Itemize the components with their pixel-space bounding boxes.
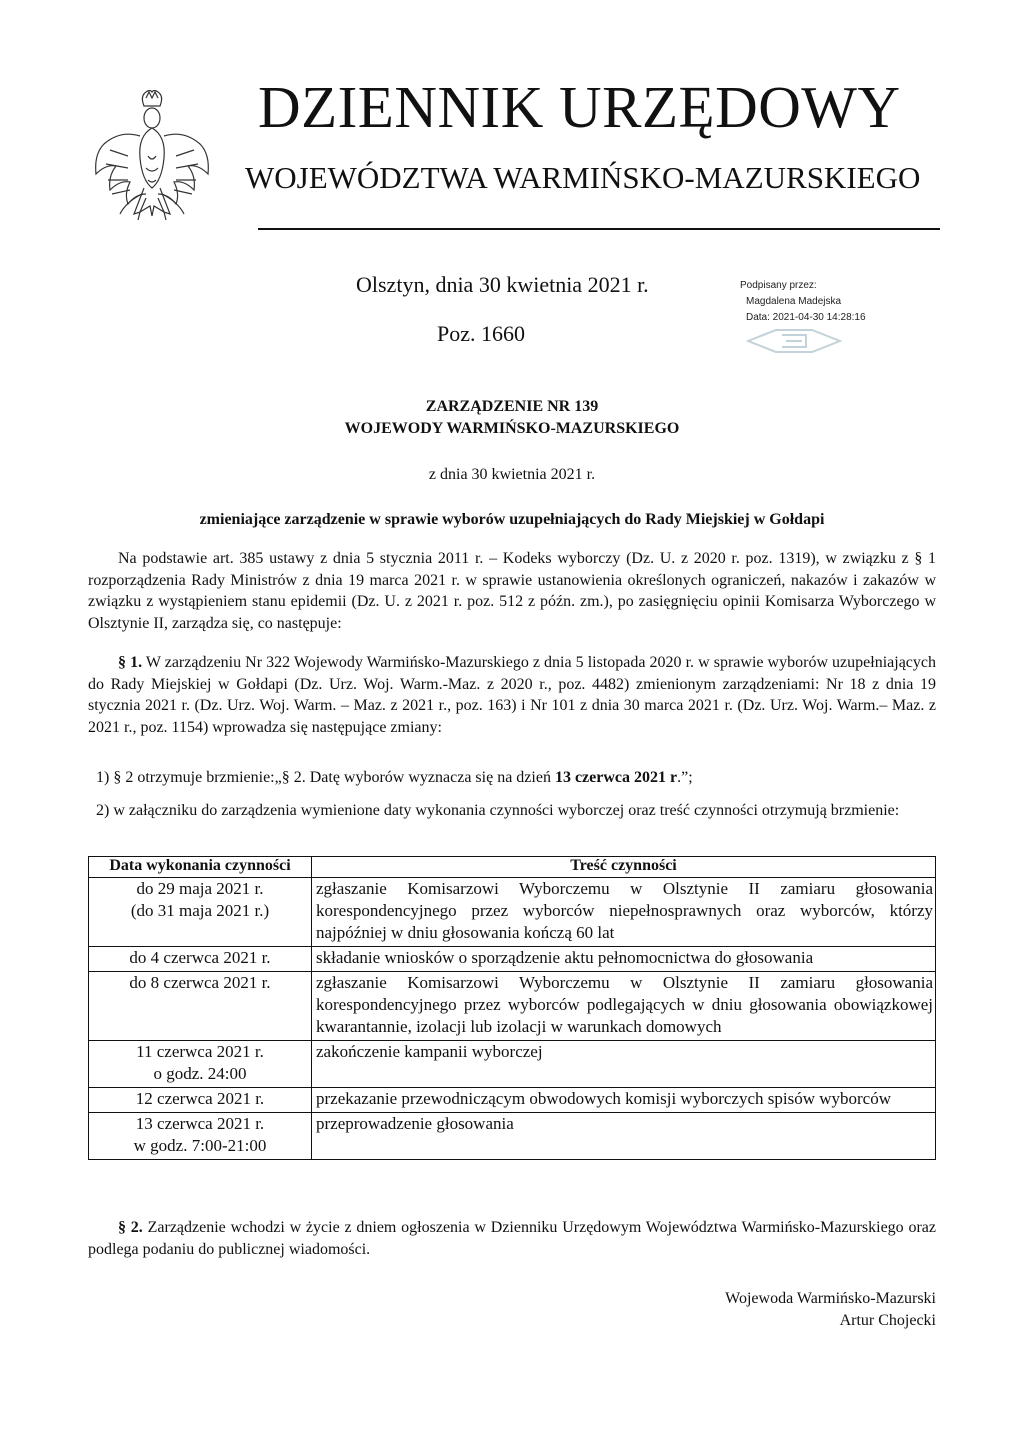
- table-cell-date: [89, 947, 312, 972]
- list-item-1-text: 1) § 2 otrzymuje brzmienie:„§ 2. Datę wyborów wyznacza się na dzień: [96, 769, 555, 786]
- section-2: [88, 1217, 936, 1260]
- date-line: do 4 czerwca 2021 r.: [129, 948, 271, 967]
- signature-label: Podpisany przez:: [740, 280, 817, 291]
- table-row: [89, 878, 936, 947]
- section-2-label: § 2.: [118, 1219, 143, 1236]
- masthead-title: DZIENNIK URZĘDOWY: [258, 74, 901, 140]
- section-2-text: Zarządzenie wchodzi w życie z dniem ogłoszenia w Dzienniku Urzędowym Województwa Warmińsko-Mazurskiego oraz podlega podaniu do publicznej wiadomości.: [88, 1219, 937, 1258]
- list-item-2: 2) w załączniku do zarządzenia wymienione daty wykonania czynności wyborczej oraz treść czynności otrzymują brzmienie:: [96, 802, 900, 819]
- table-row: [89, 1041, 936, 1088]
- table-header-row: [89, 857, 936, 878]
- place-date: Olsztyn, dnia 30 kwietnia 2021 r.: [356, 272, 649, 297]
- list-item-1-end: .”;: [677, 769, 693, 786]
- table-cell-date: [89, 878, 312, 947]
- masthead-rule: [258, 228, 940, 230]
- date-line: w godz. 7:00-21:00: [133, 1136, 267, 1155]
- date-line: (do 31 maja 2021 r.): [130, 901, 270, 920]
- act-title-line2: WOJEWODY WARMIŃSKO-MAZURSKIEGO: [344, 420, 680, 437]
- table-cell-date: [89, 1088, 312, 1113]
- column-header-date: Data wykonania czynności: [89, 857, 312, 878]
- date-line: do 8 czerwca 2021 r.: [129, 973, 271, 992]
- masthead-subtitle: WOJEWÓDZTWA WARMIŃSKO-MAZURSKIEGO: [245, 160, 921, 195]
- act-date: z dnia 30 kwietnia 2021 r.: [428, 466, 596, 483]
- act-subject: zmieniające zarządzenie w sprawie wyborów uzupełniających do Rady Miejskiej w Gołdapi: [199, 511, 825, 528]
- table-cell-task: przeprowadzenie głosowania: [312, 1113, 936, 1160]
- table-cell-task: zgłaszanie Komisarzowi Wyborczemu w Olsztynie II zamiaru głosowania korespondencyjnego przez wyborców podlegających w dniu głosowania obowiązkowej kwarantannie, izolacji lub izolacji w warunkach domowych: [312, 972, 936, 1041]
- table-cell-date: [89, 1041, 312, 1088]
- position-number: Poz. 1660: [437, 321, 525, 346]
- date-line: 11 czerwca 2021 r.: [136, 1042, 264, 1061]
- act-title-line1: ZARZĄDZENIE NR 139: [425, 398, 599, 415]
- table-cell-task: składanie wniosków o sporządzenie aktu pełnomocnictwa do głosowania: [312, 947, 936, 972]
- section-1: [88, 652, 936, 738]
- date-line: do 29 maja 2021 r.: [136, 879, 264, 898]
- intro-paragraph: Na podstawie art. 385 ustawy z dnia 5 stycznia 2011 r. – Kodeks wyborczy (Dz. U. z 2020 r. poz. 1319), w związku z § 1 rozporządzenia Rady Ministrów z dnia 19 marca 2021 r. w sprawie ustanowienia określonych ograniczeń, nakazów i zakazów w związku z wystąpieniem stanu epidemii (Dz. U. z 2021 r. poz. 512 z późn. zm.), po zasięgnięciu opinii Komisarza Wyborczego w Olsztynie II, zarządza się, co następuje:: [88, 550, 936, 632]
- table-cell-task: przekazanie przewodniczącym obwodowych komisji wyborczych spisów wyborców: [312, 1088, 936, 1113]
- digital-signature-stamp-icon: [746, 328, 842, 354]
- signer-name: Artur Chojecki: [839, 1312, 936, 1329]
- table-row: [89, 947, 936, 972]
- polish-eagle-emblem-icon: [88, 86, 216, 236]
- table-row: [89, 1088, 936, 1113]
- table-row: [89, 972, 936, 1041]
- signature-signer: Magdalena Madejska: [746, 296, 842, 307]
- signature-date: Data: 2021-04-30 14:28:16: [746, 312, 866, 323]
- table-cell-task: zgłaszanie Komisarzowi Wyborczemu w Olsztynie II zamiaru głosowania korespondencyjnego przez wyborców niepełnosprawnych oraz wyborców, którzy najpóźniej w dniu głosowania kończą 60 lat: [312, 878, 936, 947]
- table-cell-task: zakończenie kampanii wyborczej: [312, 1041, 936, 1088]
- table-cell-date: [89, 972, 312, 1041]
- schedule-table: [88, 856, 936, 1160]
- section-1-label: § 1.: [118, 654, 143, 671]
- list-item-1-bold: 13 czerwca 2021 r: [554, 769, 678, 786]
- table-cell-date: [89, 1113, 312, 1160]
- date-line: 12 czerwca 2021 r.: [135, 1089, 265, 1108]
- column-header-task: Treść czynności: [312, 857, 936, 878]
- date-line: 13 czerwca 2021 r.: [135, 1114, 265, 1133]
- table-row: [89, 1113, 936, 1160]
- date-line: o godz. 24:00: [153, 1064, 247, 1083]
- signer-title: Wojewoda Warmińsko-Mazurski: [725, 1290, 936, 1307]
- section-1-text: W zarządzeniu Nr 322 Wojewody Warmińsko-Mazurskiego z dnia 5 listopada 2020 r. w sprawie wyborów uzupełniających do Rady Miejskiej w Gołdapi (Dz. Urz. Woj. Warm.-Maz. z 2020 r., poz. 4482) zmienionym zarządzeniami: Nr 18 z dnia 19 stycznia 2021 r. (Dz. Urz. Woj. Warm. – Maz. z 2021 r., poz. 163) i Nr 101 z dnia 30 marca 2021 r. (Dz. Urz. Woj. Warm.– Maz. z 2021 r., poz. 1154) wprowadza się następujące zmiany:: [88, 654, 937, 736]
- list-item-1: [96, 767, 936, 789]
- digital-signature: [740, 278, 940, 326]
